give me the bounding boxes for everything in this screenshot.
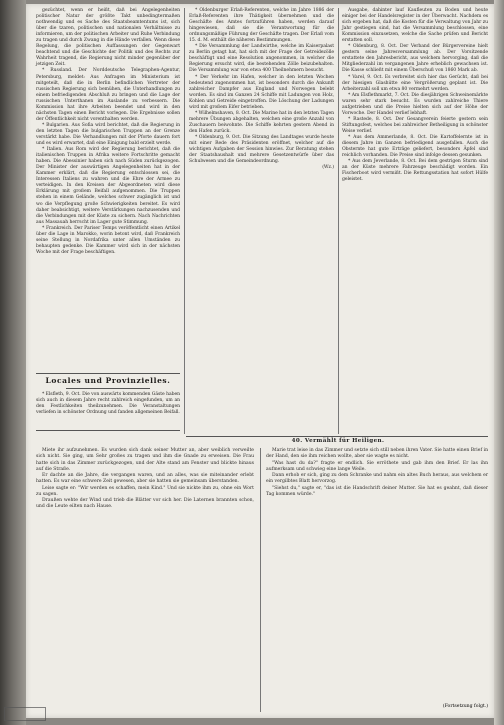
divider [66, 388, 150, 389]
article-paragraph: * Bulgarien. Aus Sofia wird berichtet, daß die Regierung in den letzten Tagen die bulgarischen Truppen an der Grenze verstärkt habe. Die Verhandlungen mit der Pforte dauern fort und es wird erwartet, daß eine Einigung bald erzielt werde. [36, 122, 180, 147]
column-1-locales [36, 392, 180, 416]
article-paragraph: * Oldenburg, 9. Oct. Die Sitzung des Landtages wurde heute mit einer Rede des Präsidenten eröffnet, welcher auf die wichtigen Aufgaben der Session hinwies. Zur Beratung stehen der Staatshaushalt und mehrere Gesetzentwürfe über das Schulwesen und die Gemeindeordnung. [189, 134, 334, 165]
article-signature: (Wz.) [322, 165, 334, 171]
serial-column-left [36, 448, 254, 511]
article-paragraph: * Wilhelmshaven, 8. Oct. Die Marine hat in den letzten Tagen mehrere Übungen abgehalten, welchen eine große Anzahl von Zuschauern beiwohnte. Die Schiffe kehrten gestern Abend in den Hafen zurück. [189, 110, 334, 134]
article-paragraph: Ausgabe, dahinter lauf Kaufleuten zu Boden und heute einiger bei der Handelsregister in der Überwacht. Nachdem es sich ergeben hat, daß die Kosten für die Verwaltung von Jahr zu Jahr gestiegen sind, hat die Versammlung beschlossen, eine Kommission einzusetzen, welche die Sache prüfen und Bericht erstatten soll. [342, 8, 488, 44]
serial-paragraph: "Was hast du da?" fragte er endlich. Sie erröthete und gab ihm den Brief. Er las ihn aufmerksam und schwieg eine lange Weile. [266, 460, 488, 472]
library-stamp [4, 707, 46, 721]
article-paragraph: gezüchtet, wenn er heißt, daß bei Angelegenheiten politischer Natur der größte Takt unbedingtermaßen nothwendig und es Sache des Staatsbeamtentums ist, sich über die tzaren, politischen und nationalen Verhältnisse zu informieren, um der politischen Arbeiter und Ruhe Verbindung zu tragen und durch Zwang in die Hände verfallen. Wenn diese Regelung, die politischen Auffassungen der Gegenwart beachtend und die Geschichte der Politik und des Rechts zur Wahrheit tragend, die Regierung nicht minder gegenüber der jetzigen Zeit. [36, 8, 180, 68]
newspaper-page [26, 4, 494, 718]
article-paragraph: * Aus dem Jeverlande, 8. Oct. Bei dem gestrigen Sturm sind an der Küste mehrere Fahrzeuge beschädigt worden. Ein Fischerboot wird vermißt. Die Rettungsstation hat sofort Hülfe geleistet. [342, 159, 488, 183]
continuation-note: (Fortsetzung folgt.) [442, 704, 488, 709]
article-paragraph: * Italien. Aus Rom wird der Regierung berichtet, daß die italienischen Truppen in Afrika weitere Fortschritte gemacht haben. Die Abessinier haben sich nach Süden zurückgezogen. Der Minister der auswärtigen Angelegenheiten hat in der Kammer erklärt, daß die Regierung entschlossen sei, die Interessen Italiens zu wahren und die Ehre der Armee zu verteidigen. In den Kreisen der Abgeordneten wird diese Erklärung mit großem Beifall aufgenommen. Die Truppen stehen in einem Gelände, welches schwer zugänglich ist und wo die Verpflegung große Schwierigkeiten bereitet. Es wird daher beabsichtigt, weitere Verstärkungen nachzusenden und die Verbindungen mit der Küste zu sichern. Nach Nachrichten aus Massauah herrscht im Lager gute Stimmung. [36, 147, 180, 225]
article-paragraph: * Frankreich. Der Pariser Temps veröffentlicht einen Artikel über die Lage in Marokko, worin betont wird, daß Frankreich seine Stellung in Nordafrika unter allen Umständen zu behaupten gedenke. Die Kammer wird sich in der nächsten Woche mit der Frage beschäftigen. [36, 225, 180, 255]
feuilleton-rule-left [36, 430, 180, 431]
article-paragraph: * Rastede, 8. Oct. Der Gesangverein feierte gestern sein Stiftungsfest, welches bei zahlreicher Betheiligung in schönster Weise verlief. [342, 116, 488, 134]
serial-paragraph: Dann erhob er sich, ging zu dem Schranke und nahm ein altes Buch heraus, aus welchem er ein vergilbtes Blatt hervorzog. [266, 473, 488, 485]
divider [36, 373, 180, 374]
serial-column-right [266, 448, 488, 498]
article-paragraph: * Elsfleth, 9. Oct. Die von auswärts kommenden Gäste haben sich auch in diesem Jahre recht zahlreich eingefunden, um an den Festlichkeiten theilzunehmen. Die Veranstaltungen verliefen in schönster Ordnung und fanden allgemeinen Beifall. [36, 392, 180, 416]
serial-title: 40. Vermählt für Heiligen. [291, 438, 385, 444]
serial-paragraph: Leise sagte er: "Wir werden es schaffen, mein Kind." Und sie nickte ihm zu, ohne ein Wort zu sagen. [36, 485, 254, 497]
article-paragraph: * Die Versammlung der Landwirthe, welche im Kaiserpalast zu Berlin getagt hat, hat sich mit der Frage der Getreidezölle beschäftigt und eine Resolution angenommen, in welcher die Regierung ersucht wird, die bestehenden Zölle beizubehalten. Die Versammlung war von etwa 400 Theilnehmern besucht. [189, 44, 334, 74]
column-1 [36, 8, 180, 256]
article-paragraph: * Oldenburger Erlaß-Referenten, welche im Jahre 1886 der Erlaß-Referenten ihre Thätigkeit übernehmen und die Geschäfte des Amtes fortzuführen haben, werden darauf hingewiesen, daß sie die Verantwortung für die ordnungsmäßige Führung der Geschäfte tragen. Der Erlaß vom 15. d. M. enthält die näheren Bestimmungen. [189, 8, 334, 44]
serial-paragraph: Er dachte an die Jahre, die vergangen waren, und an alles, was sie miteinander erlebt hatten. Es war eine schwere Zeit gewesen, aber sie hatten sie gemeinsam überstanden. [36, 473, 254, 485]
serial-paragraph: Draußen wehte der Wind und trieb die Blätter vor sich her. Die Laternen brannten schon, und die Leute eilten nach Hause. [36, 498, 254, 510]
section-heading-locales: Locales und Provinzielles. [45, 376, 171, 385]
book-binding [0, 0, 26, 725]
column-divider [184, 8, 185, 434]
column-3 [342, 8, 488, 183]
serial-paragraph: Miete ihr aufzunehmen. Es wurden sich dank seiner Mutter an, aber weiblich verweilte sich nicht. Sie ging, um Sehr großes zu tragen und ihm die Gnade zu erweisen. Die Frau hatte sich in das Zimmer zurückgezogen, und der Alte stand am Fenster und blickte hinaus auf die Straße. [36, 448, 254, 472]
column-divider [260, 448, 261, 712]
article-paragraph: * Am Elsflethmarkt, 7. Oct. Die diesjährigen Schweinemärkte waren sehr stark besucht. Es wurden zahlreiche Thiere aufgetrieben und die Preise hielten sich auf der Höhe der Vorwoche. Der Handel verlief lebhaft. [342, 92, 488, 116]
serial-paragraph: "Siehst du," sagte er, "das ist die Handschrift deiner Mutter. Sie hat es geahnt, daß dieser Tag kommen würde." [266, 485, 488, 497]
serial-paragraph: Marie trat leise in das Zimmer und setzte sich still neben ihren Vater. Sie hatte einen Brief in der Hand, den sie ihm reichen wollte, aber sie wagte es nicht. [266, 448, 488, 460]
column-divider [338, 8, 339, 434]
article-paragraph: * Der Verkehr im Hafen, welcher in den letzten Wochen bedeutend zugenommen hat, ist besonders durch die Ankunft zahlreicher Dampfer aus England und Norwegen belebt worden. Es sind im Ganzen 24 Schiffe mit Ladungen von Holz, Kohlen und Getreide eingetroffen. Die Löschung der Ladungen wird mit großem Eifer betrieben. [189, 74, 334, 110]
article-paragraph: * Aus dem Ammerlande, 8. Oct. Die Kartoffelernte ist in diesem Jahre im Ganzen befriedigend ausgefallen. Auch die Obsternte hat gute Erträge geliefert, besonders Äpfel sind reichlich vorhanden. Die Preise sind infolge dessen gesunken. [342, 134, 488, 159]
article-paragraph: * Varel, 9. Oct. Es verbreitet sich hier das Gerücht, daß bei der hiesigen Glashütte eine Vergrößerung geplant ist. Die Arbeiterzahl soll um etwa 80 vermehrt werden. [342, 74, 488, 92]
page-edge [494, 0, 504, 725]
article-paragraph: * Russland. Der Norddeutsche Telegraphen-Agentur, Petersburg, meldet: Aus Anfragen im Ministerium ist mitgeteilt, daß die in Berlin befindlichen Vertreter der russischen Regierung sich bemühen, die Unterhandlungen zu einem befriedigenden Abschluß zu bringen und die Lage der russischen Unterthanen im Auslande zu verbessern. Die Kommission hat ihre Arbeiten beendet und wird in den nächsten Tagen einen Bericht vorlegen. Die Ergebnisse sollen der Öffentlichkeit nicht vorenthalten werden. [36, 68, 180, 122]
feuilleton-rule [186, 436, 488, 437]
column-2 [189, 8, 334, 171]
article-paragraph: * Oldenburg, 8. Oct. Der Verband der Bürgervereine hielt gestern seine Jahresversammlung ab. Der Vorsitzende erstattete den Jahresbericht, aus welchem hervorging, daß die Mitgliederzahl im vergangenen Jahre erheblich gewachsen ist. Die Kasse schließt mit einem Überschuß von 1860 Mark ab. [342, 44, 488, 74]
